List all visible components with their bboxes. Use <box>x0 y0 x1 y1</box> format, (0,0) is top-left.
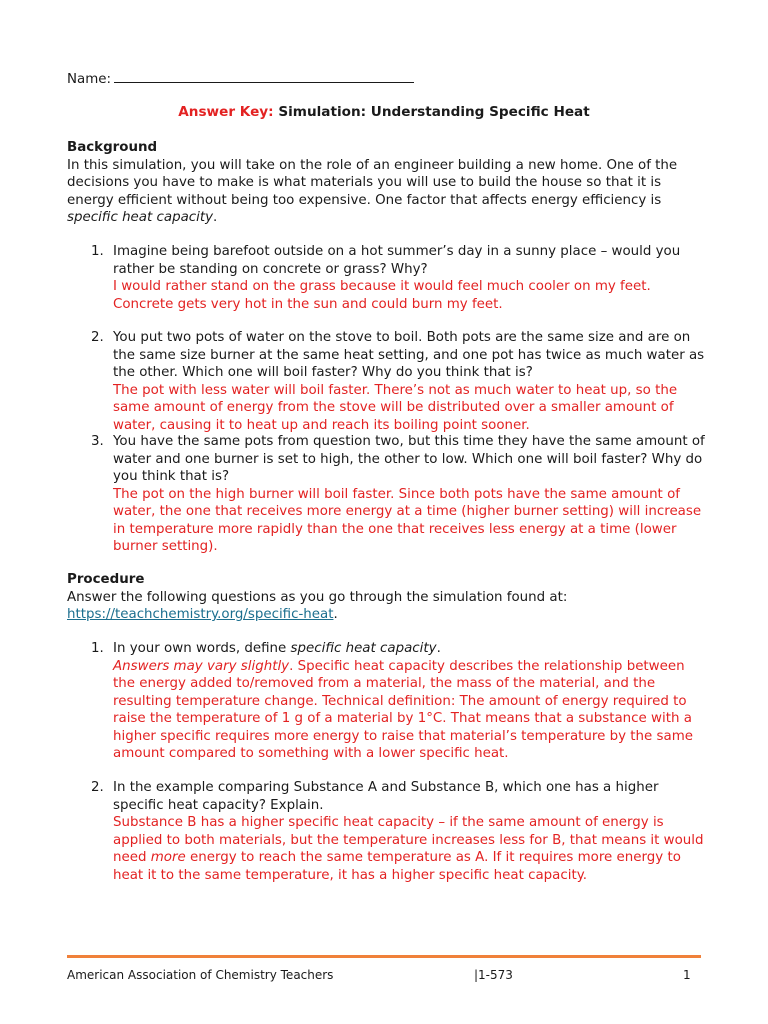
background-section <box>67 139 707 227</box>
question-number: 1. <box>91 641 104 656</box>
procedure-link-line: https://teachchemistry.org/specific-heat. <box>67 607 338 622</box>
page-number: 1 <box>683 968 691 982</box>
footer-code: |1-573 <box>474 968 513 982</box>
answer-text: The pot on the high burner will boil faster. Since both pots have the same amount of water, the one that receives more energy at a time (higher burner setting) will increase in temperature more rapidly than the one that receives less energy at a time (lower burner setting). <box>113 486 702 554</box>
procedure-question-1 <box>67 640 707 763</box>
answer-text: The pot with less water will boil faster. There’s not as much water to heat up, so the same amount of energy from the stove will be distributed over a smaller amount of water, causing it to heat up and reach its boiling point sooner. <box>113 382 678 433</box>
answer-text: I would rather stand on the grass because it would feel much cooler on my feet. Concrete gets very hot in the sun and could burn my feet. <box>113 279 651 312</box>
simulation-link[interactable]: https://teachchemistry.org/specific-heat <box>67 607 334 622</box>
footer-org: American Association of Chemistry Teachers <box>67 968 334 982</box>
background-question-2 <box>67 329 707 434</box>
answer-text: Substance B has a higher specific heat capacity – if the same amount of energy is applied to both materials, but the temperature increases less for B, that means it would need more energy to reach the same temperature as A. If it requires more energy to heat it to the same temperature, it has a higher specific heat capacity. <box>113 815 704 883</box>
name-label: Name: <box>67 72 112 87</box>
question-text: You have the same pots from question two, but this time they have the same amount of water and one burner is set to high, the other to low. Which one will boil faster? Why do you think that is? <box>113 434 705 484</box>
procedure-intro: Answer the following questions as you go through the simulation found at: <box>67 589 568 605</box>
question-number: 2. <box>91 330 104 345</box>
answer-key-label: Answer Key: <box>178 104 274 120</box>
procedure-question-2 <box>67 779 707 884</box>
question-number: 3. <box>91 434 104 449</box>
title-text: Simulation: Understanding Specific Heat <box>278 104 590 120</box>
name-field <box>67 70 414 89</box>
background-heading: Background <box>67 140 158 155</box>
footer-rule <box>67 955 701 958</box>
question-number: 2. <box>91 780 104 795</box>
name-blank-line <box>114 70 414 83</box>
page-title <box>0 104 768 120</box>
question-text: You put two pots of water on the stove to boil. Both pots are the same size and are on the same size burner at the same heat setting, and one pot has twice as much water as the other. Which one will boil faster? Why do you think that is? <box>113 330 705 380</box>
procedure-section <box>67 571 707 624</box>
question-text: In the example comparing Substance A and Substance B, which one has a higher specific heat capacity? Explain. <box>113 780 659 813</box>
procedure-heading: Procedure <box>67 572 145 587</box>
question-text: In your own words, define specific heat capacity. <box>113 641 441 656</box>
background-question-1 <box>67 243 707 313</box>
answer-text: Answers may vary slightly. Specific heat capacity describes the relationship between the energy added to/removed from a material, the mass of the material, and the resulting temperature change. Technical definition: The amount of energy required to raise the temperature of 1 g of a material by 1°C. That means that a substance with a higher specific requires more energy to raise that material’s temperature by the same amount compared to something with a lower specific heat. <box>113 658 693 761</box>
background-question-3 <box>67 433 707 556</box>
question-number: 1. <box>91 244 104 259</box>
question-text: Imagine being barefoot outside on a hot summer’s day in a sunny place – would you rather be standing on concrete or grass? Why? <box>113 244 681 277</box>
background-paragraph: In this simulation, you will take on the role of an engineer building a new home. One of the decisions you have to make is what materials you will use to build the house so that it is energy efficient without being too expensive. One factor that affects energy efficiency is specific heat capacity. <box>67 157 678 225</box>
